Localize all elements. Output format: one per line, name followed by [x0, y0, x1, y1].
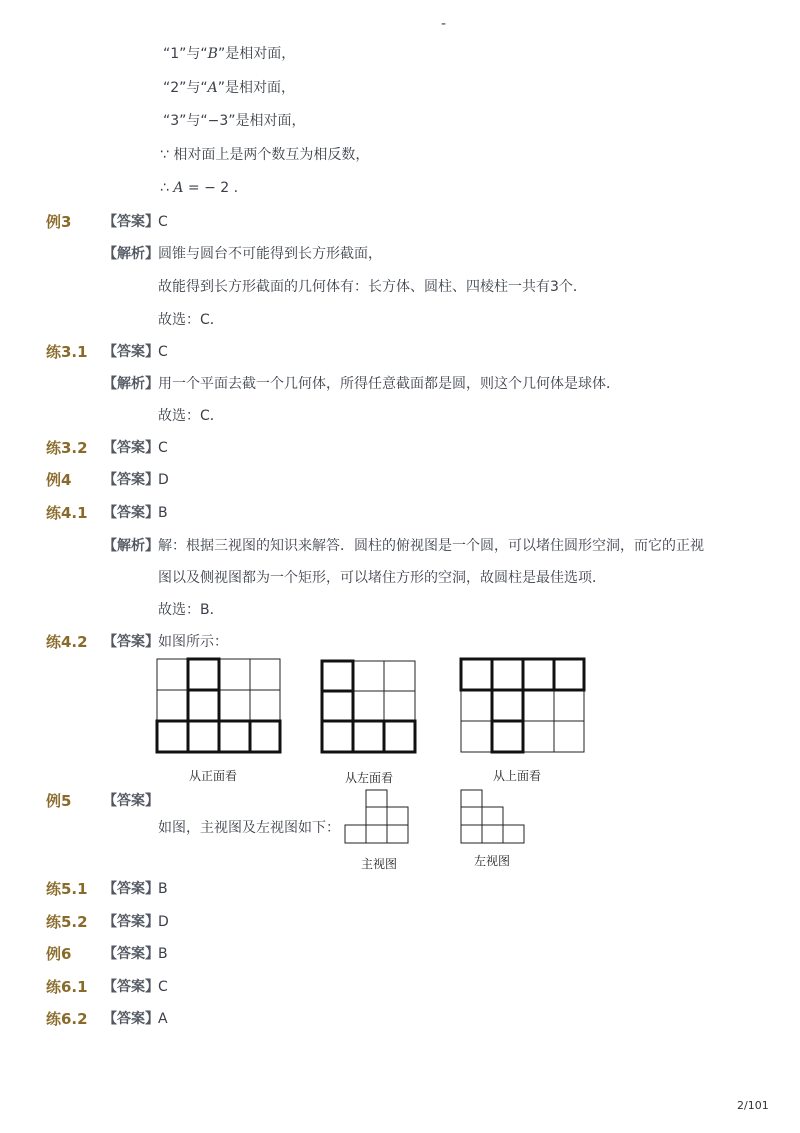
- example-3-answer: C: [158, 214, 168, 230]
- intro-line-3: “3”与“−3”是相对面，: [163, 113, 306, 129]
- practice-3-1-label: 练3.1: [46, 343, 88, 361]
- intro-line-1-close: ”是相对面，: [217, 46, 296, 62]
- practice-3-1-analysis-tag: 【解析】: [103, 376, 159, 392]
- example-5-label: 例5: [46, 792, 72, 810]
- intro-line-5-pre: ∴: [160, 180, 174, 196]
- example-5-text: 如图，主视图及左视图如下：: [158, 820, 340, 836]
- practice-5-1-answer: B: [158, 881, 168, 897]
- intro-line-5: [160, 178, 238, 198]
- example-6-answer: B: [158, 946, 168, 962]
- practice-3-2-answer-tag: 【答案】: [103, 440, 159, 456]
- practice-4-1-answer: B: [158, 505, 168, 521]
- practice-6-1-label: 练6.1: [46, 978, 88, 996]
- example-3-analysis-line-3: 故选：C．: [158, 312, 224, 328]
- intro-line-2-open: “2”与“: [163, 80, 208, 96]
- intro-line-2-var: A: [207, 80, 218, 96]
- side-view-figure: [460, 789, 526, 845]
- practice-6-2-answer: A: [158, 1011, 168, 1027]
- example-4-answer-tag: 【答案】: [103, 472, 159, 488]
- intro-line-5-post: = − 2 .: [183, 180, 239, 196]
- practice-4-1-answer-tag: 【答案】: [103, 505, 159, 521]
- practice-4-2-answer: 如图所示：: [158, 634, 228, 650]
- practice-4-1-analysis-line-2: 图以及侧视图都为一个矩形，可以堵住方形的空洞，故圆柱是最佳选项．: [158, 570, 606, 586]
- practice-5-1-answer-tag: 【答案】: [103, 881, 159, 897]
- practice-3-2-label: 练3.2: [46, 439, 88, 457]
- intro-line-1: [163, 44, 295, 64]
- practice-5-2-answer: D: [158, 914, 169, 930]
- practice-3-1-analysis-line-2: 故选：C．: [158, 408, 224, 424]
- practice-3-1-answer-tag: 【答案】: [103, 344, 159, 360]
- intro-line-1-open: “1”与“: [163, 46, 208, 62]
- top-view-caption: 从上面看: [493, 769, 542, 783]
- example-4-answer: D: [158, 472, 169, 488]
- practice-5-2-label: 练5.2: [46, 913, 88, 931]
- practice-4-1-label: 练4.1: [46, 504, 88, 522]
- left-view-caption: 从左面看: [345, 771, 394, 785]
- front-view-figure: [156, 658, 281, 753]
- main-view-figure: [344, 789, 410, 845]
- practice-4-2-answer-tag: 【答案】: [103, 634, 159, 650]
- example-5-answer-tag: 【答案】: [103, 793, 159, 809]
- top-view-figure: [460, 658, 585, 753]
- practice-3-1-analysis-line-1: 用一个平面去截一个几何体，所得任意截面都是圆，则这个几何体是球体．: [158, 376, 620, 392]
- example-3-analysis-tag: 【解析】: [103, 246, 159, 262]
- intro-line-1-var: B: [207, 46, 218, 62]
- practice-6-1-answer: C: [158, 979, 168, 995]
- practice-4-1-analysis-line-3: 故选：B．: [158, 602, 224, 618]
- page-number: 2/101: [737, 1099, 769, 1112]
- practice-6-2-answer-tag: 【答案】: [103, 1011, 159, 1027]
- example-3-answer-tag: 【答案】: [103, 214, 159, 230]
- example-6-answer-tag: 【答案】: [103, 946, 159, 962]
- practice-3-2-answer: C: [158, 440, 168, 456]
- left-view-figure: [321, 660, 416, 753]
- side-view-caption: 左视图: [474, 854, 511, 868]
- example-3-analysis-line-2: 故能得到长方形截面的几何体有：长方体、圆柱、四棱柱一共有3个．: [158, 279, 587, 295]
- practice-4-1-analysis-tag: 【解析】: [103, 538, 159, 554]
- practice-4-2-label: 练4.2: [46, 633, 88, 651]
- intro-line-2: [163, 78, 295, 98]
- practice-6-1-answer-tag: 【答案】: [103, 979, 159, 995]
- practice-4-1-analysis-line-1: 解：根据三视图的知识来解答．圆柱的俯视图是一个圆，可以堵住圆形空洞，而它的正视: [158, 538, 704, 554]
- practice-5-1-label: 练5.1: [46, 880, 88, 898]
- example-4-label: 例4: [46, 471, 72, 489]
- intro-line-5-var: A: [173, 180, 184, 196]
- main-view-caption: 主视图: [361, 857, 398, 871]
- front-view-caption: 从正面看: [189, 769, 238, 783]
- practice-3-1-answer: C: [158, 344, 168, 360]
- intro-line-2-close: ”是相对面，: [217, 80, 296, 96]
- example-3-analysis-line-1: 圆锥与圆台不可能得到长方形截面，: [158, 246, 382, 262]
- practice-6-2-label: 练6.2: [46, 1010, 88, 1028]
- practice-5-2-answer-tag: 【答案】: [103, 914, 159, 930]
- example-3-label: 例3: [46, 213, 72, 231]
- intro-line-4: ∵ 相对面上是两个数互为相反数，: [160, 147, 370, 163]
- header-mark: -: [441, 16, 447, 32]
- example-6-label: 例6: [46, 945, 72, 963]
